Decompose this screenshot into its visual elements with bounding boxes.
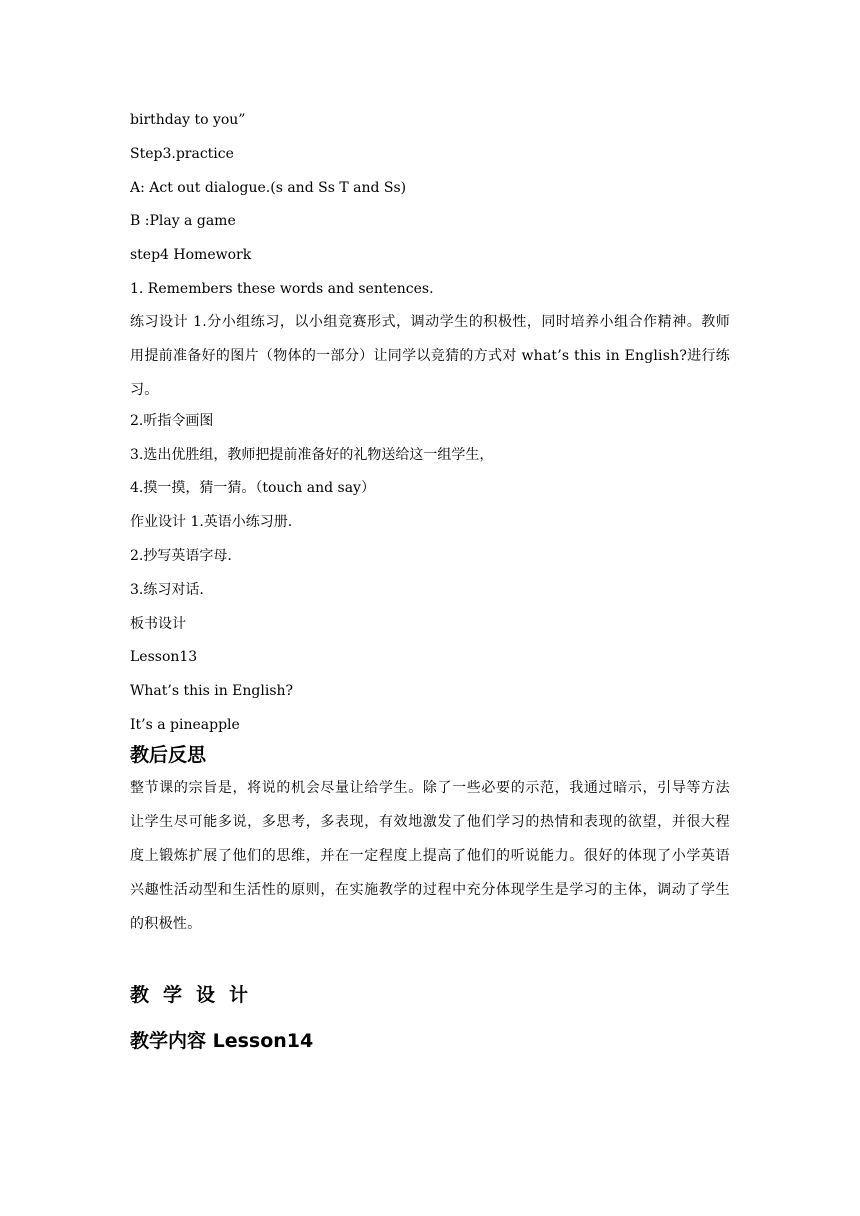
text-line: birthday to you” (130, 112, 246, 128)
text-line: 3.选出优胜组，教师把提前准备好的礼物送给这一组学生， (130, 446, 494, 463)
text-line: 2.听指令画图 (130, 412, 214, 429)
teaching-content-heading: 教学内容 Lesson14 (130, 1029, 314, 1052)
text-line: 2.抄写英语字母. (130, 547, 232, 564)
text-line: 4.摸一摸，猜一猜。（touch and say） (130, 480, 375, 497)
text-line: What’s this in English? (130, 683, 294, 700)
text-line: 3.练习对话. (130, 581, 204, 598)
text-line: A: Act out dialogue.(s and Ss T and Ss) (130, 179, 407, 196)
reflection-heading: 教后反思 (130, 743, 207, 766)
text-line: 1. Remembers these words and sentences. (130, 280, 434, 297)
text-line: It’s a pineapple (130, 716, 240, 733)
teaching-design-heading: 教学设计 (130, 983, 263, 1006)
text-line: 作业设计 1.英语小练习册. (130, 514, 293, 531)
practice-design-paragraph: 练习设计 1.分小组练习，以小组竞赛形式，调动学生的积极性，同时培养小组合作精神。教师用提前准备好的图片（物体的一部分）让同学以竞猜的方式对 what’s this in English?进行练习。 (130, 313, 730, 398)
text-line: 板书设计 (130, 615, 186, 632)
text-line: B :Play a game (130, 213, 236, 230)
text-line: step4 Homework (130, 247, 252, 264)
document-page (130, 110, 730, 1055)
text-line: Lesson13 (130, 649, 198, 666)
reflection-paragraph: 整节课的宗旨是，将说的机会尽量让给学生。除了一些必要的示范，我通过暗示，引导等方法让学生尽可能多说，多思考，多表现，有效地激发了他们学习的热情和表现的欲望，并很大程度上锻炼扩展了他们的思维，并在一定程度上提高了他们的听说能力。很好的体现了小学英语兴趣性活动型和生活性的原则，在实施教学的过程中充分体现学生是学习的主体，调动了学生的积极性。 (130, 779, 730, 932)
text-line: Step3.practice (130, 145, 234, 162)
